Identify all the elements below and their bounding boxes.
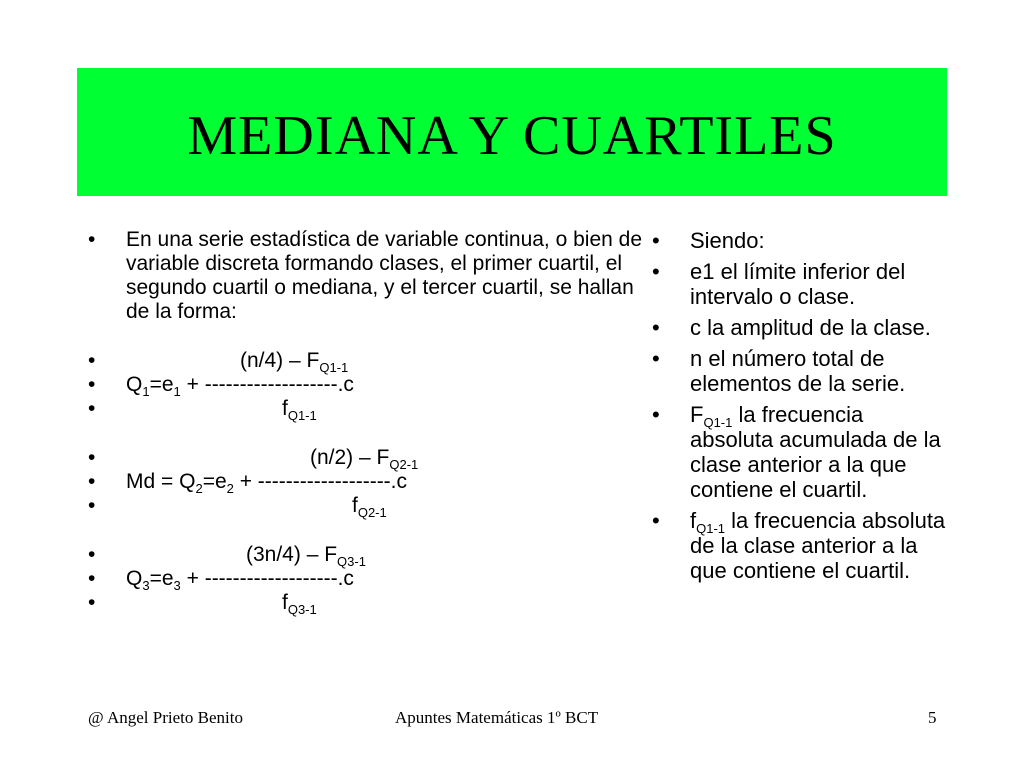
q2-left-sub2: 2 [226,481,234,496]
q3-left-mid: =e [149,567,174,590]
q2-den-sub: Q2-1 [357,505,387,520]
q2-left-sub1: 2 [195,481,203,496]
footer-author: @ Angel Prieto Benito [88,708,243,727]
q2-numerator-line [88,446,658,470]
f-bullet [652,508,952,583]
q3-left-main: Q [126,567,143,590]
e1-bullet [652,259,952,309]
footer-course: Apuntes Matemáticas 1º BCT [395,708,599,727]
q3-denominator-line [88,591,658,615]
q1-denominator-line [88,397,658,421]
q2-left-mid: =e [202,470,227,493]
q3-left-sub1: 3 [142,578,150,593]
title-bar [77,68,947,196]
c-text: c la amplitud de la clase. [690,315,931,340]
F-main: F [690,402,704,427]
q3-numerator-line [88,543,658,567]
q3-den-main: f [282,591,288,614]
q3-denominator [126,591,317,617]
e1-text: e1 el límite inferior del intervalo o clase. [690,259,906,309]
q1-formula-line [88,373,658,397]
F-text: la frecuencia absoluta acumulada de la clase anterior a la que contiene el cuartil. [690,402,941,502]
left-bullet-list [88,228,658,615]
q2-formula-line [88,470,658,494]
siendo-bullet [652,228,952,253]
siendo-text: Siendo: [690,228,765,253]
f-sub: Q1-1 [696,521,726,536]
q3-den-sub: Q3-1 [287,602,317,617]
n-text: n el número total de elementos de la serie. [690,346,906,396]
q3-num-prefix: (3n/4) – F [246,543,338,566]
q1-left-sub1: 1 [142,384,150,399]
q1-left-mid: =e [149,373,174,396]
q1-denominator [126,397,317,423]
q1-numerator [126,349,349,375]
q1-num-sub: Q1-1 [319,360,349,375]
F-sub: Q1-1 [703,415,733,430]
q1-tail: + -------------------.c [180,373,354,396]
q1-num-prefix: (n/4) – F [240,349,320,372]
n-bullet [652,346,952,396]
f-text: la frecuencia absoluta de la clase anterior a la que contiene el cuartil. [690,508,946,583]
c-bullet [652,315,952,340]
q3-num-sub: Q3-1 [337,554,366,569]
q1-left-sub2: 1 [173,384,181,399]
q2-denominator [126,494,387,520]
footer-page-number: 5 [928,708,937,727]
q2-tail: + -------------------.c [233,470,408,493]
f-main: f [690,508,697,533]
q1-numerator-line [88,349,658,373]
slide-title: MEDIANA Y CUARTILES [187,105,837,167]
q2-left-main: Md = Q [126,470,196,493]
intro-bullet [88,228,658,324]
q2-denominator-line [88,494,658,518]
q2-num-sub: Q2-1 [389,457,419,472]
q3-numerator [126,543,366,569]
q1-den-main: f [282,397,288,420]
q3-left-sub2: 3 [173,578,181,593]
q3-formula-line [88,567,658,591]
q2-num-prefix: (n/2) – F [310,446,390,469]
q2-numerator [126,446,419,472]
q2-den-main: f [352,494,358,517]
right-bullet-list [652,228,952,583]
q1-den-sub: Q1-1 [287,408,317,423]
intro-text: En una serie estadística de variable continua, o bien de variable discreta formando clases, el primer cuartil, el segundo cuartil o mediana, y el tercer cuartil, se hallan de la forma: [126,228,643,323]
F-bullet [652,402,952,502]
q3-tail: + -------------------.c [180,567,354,590]
q1-left-main: Q [126,373,143,396]
